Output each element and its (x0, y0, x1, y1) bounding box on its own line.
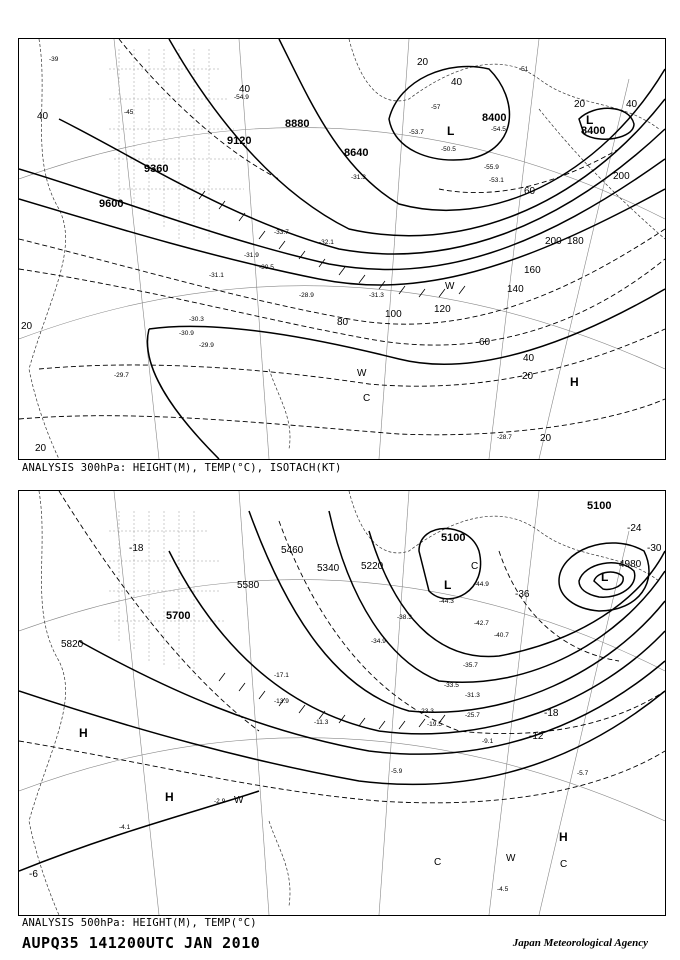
isotach-label: 200 (613, 171, 630, 182)
temp-label: -55.9 (484, 164, 499, 171)
warm-symbol: W (234, 795, 244, 806)
temp-label: -5.9 (391, 768, 403, 775)
isotach-label: 140 (507, 284, 524, 295)
temp-label: -30.9 (179, 330, 194, 337)
temp-label: -31.3 (465, 692, 480, 699)
temp-label: -12 (529, 731, 544, 742)
temp-label: -45 (124, 109, 134, 116)
temp-label: -18 (129, 543, 144, 554)
temp-label: -54.9 (234, 94, 249, 101)
chart-code-and-time: AUPQ35 141200UTC JAN 2010 (22, 934, 261, 952)
caption-300hpa: ANALYSIS 300hPa: HEIGHT(M), TEMP(°C), ISOTACH(KT) (22, 462, 342, 474)
height-label: 5100 (441, 532, 466, 544)
isotach-label: 20 (540, 433, 552, 444)
temp-label: -33.5 (444, 682, 459, 689)
temp-label: -31.3 (369, 292, 384, 299)
temp-label: -4.5 (497, 886, 509, 893)
coastline (29, 39, 665, 459)
temp-label: -13.9 (274, 698, 289, 705)
temp-label: -31.3 (351, 174, 366, 181)
temp-label: -32.1 (319, 239, 334, 246)
temp-label: -29.7 (114, 372, 129, 379)
temp-label: -34.9 (371, 638, 386, 645)
temp-label: -31.1 (209, 272, 224, 279)
temp-label: -53.1 (489, 177, 504, 184)
temp-label: -24 (627, 523, 642, 534)
low-pressure-symbol: L (601, 570, 609, 584)
temp-label: -25.7 (465, 712, 480, 719)
isotach-label: 160 (524, 265, 541, 276)
isotach-label: 80 (337, 317, 349, 328)
temp-label: -50.5 (441, 146, 456, 153)
temp-label: -35.7 (463, 662, 478, 669)
height-label: 5100 (587, 500, 612, 512)
temp-label: -28.7 (497, 434, 512, 441)
isotach-label: 20 (574, 99, 586, 110)
chart-300hpa (19, 39, 665, 459)
isotach-label: 60 (479, 337, 491, 348)
temp-label: -44.9 (474, 581, 489, 588)
height-contours (19, 511, 665, 871)
temp-label: -39 (49, 56, 59, 63)
temp-label: -44.3 (439, 598, 454, 605)
isotach-label: 20 (522, 371, 534, 382)
height-label: 8400 (482, 112, 507, 124)
temp-label: -6 (29, 869, 38, 880)
high-pressure-symbol: H (79, 726, 88, 740)
high-pressure-symbol: H (570, 375, 579, 389)
warm-symbol: W (445, 281, 455, 292)
isotach-label: 60 (524, 186, 536, 197)
isotach-label: 40 (626, 99, 638, 110)
temp-label: -33.7 (274, 229, 289, 236)
temp-label: -30.3 (189, 316, 204, 323)
low-pressure-symbol: L (444, 578, 452, 592)
isotach-label: 40 (239, 84, 251, 95)
temp-label: -11.3 (314, 719, 329, 726)
temp-label: -51 (519, 66, 529, 73)
height-label: 8640 (344, 147, 369, 159)
low-pressure-symbol: L (586, 113, 594, 127)
cold-symbol: C (471, 561, 479, 572)
temp-label: -17.1 (274, 672, 289, 679)
temp-label: -30 (647, 543, 662, 554)
temp-label: -54.5 (491, 126, 506, 133)
temp-label: -2.9 (214, 798, 226, 805)
height-label: 9600 (99, 198, 124, 210)
shaded-area (109, 511, 224, 676)
isotach-label: 40 (523, 353, 535, 364)
warm-symbol: W (357, 368, 367, 379)
height-label: 5820 (61, 639, 84, 650)
isotach-label: 40 (37, 111, 49, 122)
height-label: 5460 (281, 545, 304, 556)
warm-symbol: W (506, 853, 516, 864)
height-label: 5220 (361, 561, 384, 572)
temp-label: -19.5 (427, 721, 442, 728)
agency-name: Japan Meteorological Agency (512, 937, 648, 949)
temp-label: -4.1 (119, 824, 131, 831)
isotach-label: 20 (35, 443, 47, 454)
isotach-label: 180 (567, 236, 584, 247)
isotach-label: 200 (545, 236, 562, 247)
chart-500hpa (19, 491, 665, 915)
map-panel-500hpa (18, 490, 666, 916)
height-contours (19, 39, 665, 459)
temp-label: -31.9 (244, 252, 259, 259)
isotherms (19, 491, 665, 803)
temp-label: -18 (544, 708, 559, 719)
temp-label: -29.9 (199, 342, 214, 349)
cold-symbol: C (434, 857, 442, 868)
height-label: 5700 (166, 610, 191, 622)
graticule (19, 491, 665, 915)
caption-500hpa: ANALYSIS 500hPa: HEIGHT(M), TEMP(°C) (22, 917, 257, 929)
temp-label: -40.7 (494, 632, 509, 639)
temp-label: -9.1 (482, 738, 494, 745)
temp-label: -42.7 (474, 620, 489, 627)
temp-label: -53.7 (409, 129, 424, 136)
height-label: 5340 (317, 563, 340, 574)
height-label: 4980 (619, 559, 642, 570)
cold-symbol: C (560, 859, 568, 870)
low-pressure-symbol: L (447, 124, 455, 138)
temp-label: -38.3 (397, 614, 412, 621)
height-label: 9120 (227, 135, 252, 147)
temp-label: -23.3 (419, 708, 434, 715)
temp-label: -5.7 (577, 770, 589, 777)
map-panel-300hpa (18, 38, 666, 460)
temp-label: -28.9 (299, 292, 314, 299)
temp-label: -57 (431, 104, 441, 111)
height-label: 8880 (285, 118, 310, 130)
isotach-label: 100 (385, 309, 402, 320)
isotach-label: 120 (434, 304, 451, 315)
height-label: 5580 (237, 580, 260, 591)
isotach-label: 20 (417, 57, 429, 68)
high-pressure-symbol: H (559, 830, 568, 844)
temp-label: -36 (515, 589, 530, 600)
cold-symbol: C (363, 393, 371, 404)
temp-label: -30.5 (259, 264, 274, 271)
high-pressure-symbol: H (165, 790, 174, 804)
height-label: 9360 (144, 163, 169, 175)
height-label: 8400 (581, 125, 606, 137)
isotach-label: 40 (451, 77, 463, 88)
isotach-label: 20 (21, 321, 33, 332)
